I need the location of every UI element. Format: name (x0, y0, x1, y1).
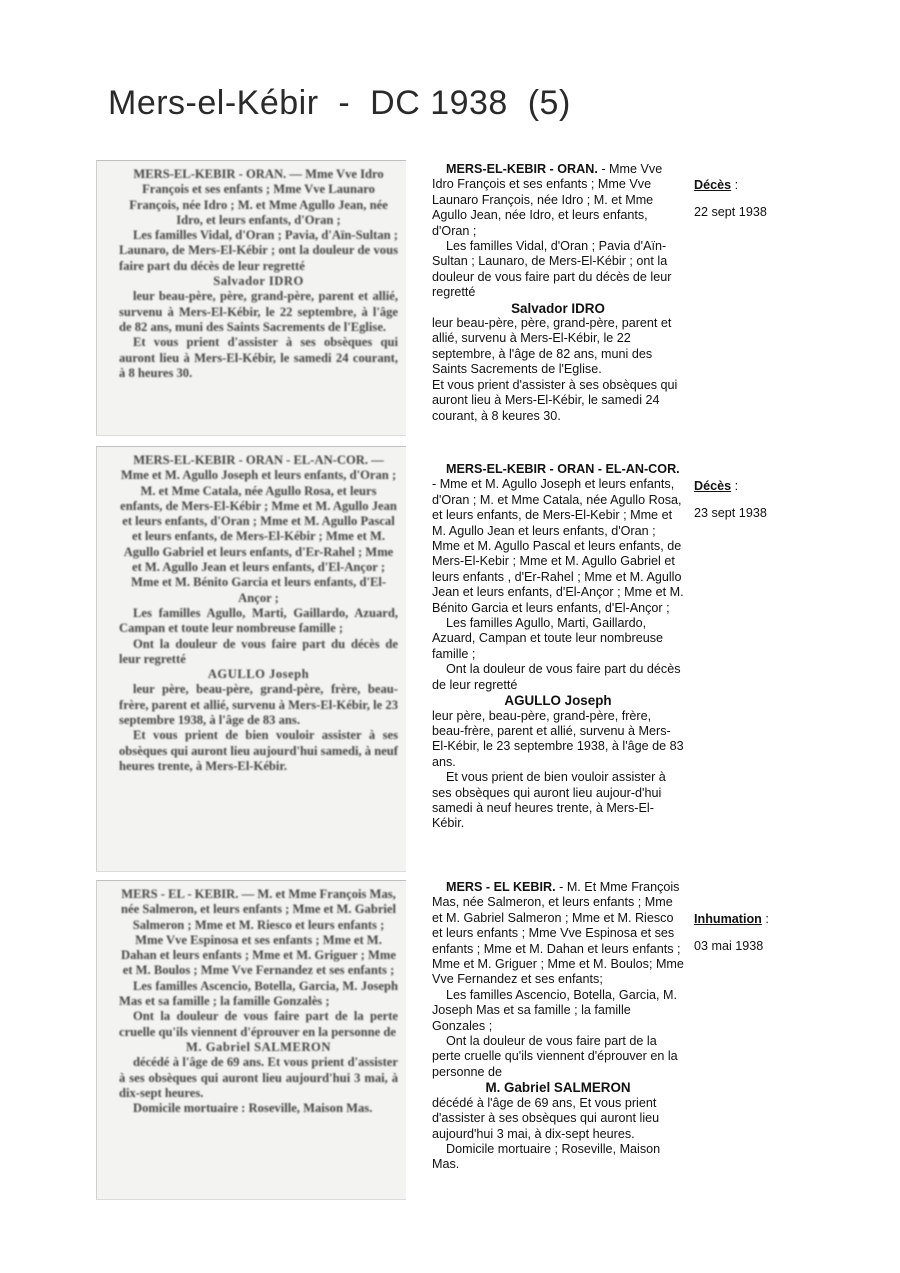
clipping-text (119, 453, 398, 774)
record-type-colon: : (731, 178, 739, 192)
clipping-para: leur beau-père, père, grand-père, parent et allié, survenu à Mers-El-Kébir, le 22 septembre, à l'âge de 82 ans, muni des Saints Sacrements de l'Eglise. (119, 289, 398, 334)
transcription-para: Les familles Ascencio, Botella, Garcia, M. Joseph Mas et sa famille ; la famille Gonzales ; (432, 987, 677, 1033)
clipping-lead: Mme Vve Idro François et ses enfants ; Mme Vve Launaro François, née Idro ; M. et Mme Agullo Jean, née Idro, et leurs enfants, d'Oran ; (129, 167, 388, 227)
record-date: 03 mai 1938 (694, 939, 764, 953)
clipping-para: Domicile mortuaire : Roseville, Maison Mas. (133, 1101, 373, 1116)
transcription-para: leur père, beau-père, grand-père, frère, beau-frère, parent et allié, survenu à Mers-El-Kébir, le 23 septembre 1938, à l'âge de 83 ans. (432, 708, 684, 769)
transcription-lead: - Mme et M. Agullo Joseph et leurs enfants, d'Oran ; M. et Mme Catala, née Agullo Rosa, et leurs enfants, de Mers-El-Kebir ; Mme et M. Agullo Jean et leurs enfants, d'Oran ; Mme et M. Agullo Pascal et leurs enfants, de Mers-El-Kebir ; Mme et M. Agullo Gabriel et leurs enfants , d'Er-Rahel ; Mme et M. Agullo Jean et leurs enfants, d'El-Ançor ; Mme et M. Bénito Garcia et leurs enfants, d'El-Ançor ; (432, 477, 684, 615)
transcription-para: Et vous prient d'assister à ses obsèques qui auront lieu à Mers-El-Kébir, le samedi 24 courant, à 8 keures 30. (432, 377, 678, 423)
transcription-deceased-name: M. Gabriel SALMERON (485, 1080, 631, 1096)
record-info-salmeron (694, 912, 884, 953)
transcription-heading: MERS - EL KEBIR. (446, 880, 556, 894)
transcription-agullo (432, 462, 684, 832)
transcription-para: Domicile mortuaire ; Roseville, Maison Mas. (432, 1141, 661, 1172)
record-date: 22 sept 1938 (694, 205, 767, 219)
transcription-idro (432, 162, 684, 424)
transcription-para: Ont la douleur de vous faire part de la perte cruelle qu'ils viennent d'éprouver en la personne de (432, 1034, 678, 1079)
transcription-para: Les familles Vidal, d'Oran ; Pavia d'Aïn-Sultan ; Launaro, de Mers-El-Kébir ; ont la douleur de vous faire part du décès de leur regretté (432, 239, 672, 300)
clipping-para: décédé à l'âge de 69 ans. Et vous prient d'assister à ses obsèques qui auront lieu aujourd'hui 3 mai, à dix-sept heures. (119, 1055, 398, 1100)
newspaper-clipping-salmeron (96, 880, 406, 1200)
clipping-deceased-name: Salvador IDRO (213, 274, 304, 289)
page-title: Mers-el-Kébir - DC 1938 (5) (108, 84, 571, 122)
clipping-heading: MERS-EL-KEBIR - ORAN. — (133, 167, 306, 181)
transcription-deceased-name: AGULLO Joseph (504, 693, 612, 709)
record-date: 23 sept 1938 (694, 506, 767, 520)
transcription-para: Et vous prient de bien vouloir assister à ses obsèques qui auront lieu aujour-d'hui samedi à neuf heures trente, à Mers-El-Kébir. (432, 770, 666, 831)
clipping-para: Les familles Vidal, d'Oran ; Pavia, d'Aïn-Sultan ; Launaro, de Mers-El-Kébir ; ont la douleur de vous faire part du décès de leur regretté (119, 228, 398, 273)
clipping-deceased-name: M. Gabriel SALMERON (186, 1039, 331, 1054)
transcription-deceased-name: Salvador IDRO (511, 300, 605, 316)
transcription-lead: - M. Et Mme François Mas, née Salmeron, et leurs enfants ; Mme et M. Gabriel Salmeron ; Mme et M. Riesco et leurs enfants ; Mme Vve Espinosa et ses enfants ; Mme et M. Dahan et leurs enfants ; Mme et M. Griguer ; Mme et M. Boulos; Mme Vve Fernandez et ses enfants; (432, 880, 684, 987)
clipping-lead: M. et Mme François Mas, née Salmeron, et leurs enfants ; Mme et M. Gabriel Salmeron ; Mme et M. Riesco et leurs enfants ; Mme Vve Espinosa et ses enfants ; Mme et M. Dahan et leurs enfants ; Mme et M. Griguer ; Mme et M. Boulos ; Mme Vve Fernandez et ses enfants ; (120, 887, 396, 978)
record-type-label: Inhumation (694, 912, 762, 926)
transcription-para: leur beau-père, père, grand-père, parent et allié, survenu à Mers-El-Kébir, le 22 septembre, à l'âge de 82 ans, muni des Saints Sacrements de l'Eglise. (432, 316, 672, 377)
clipping-text (119, 167, 398, 381)
clipping-para: Les familles Agullo, Marti, Gaillardo, Azuard, Campan et toute leur nombreuse famille ; (119, 605, 398, 636)
newspaper-clipping-agullo (96, 446, 406, 872)
transcription-salmeron (432, 880, 684, 1173)
clipping-deceased-name: AGULLO Joseph (207, 667, 310, 682)
clipping-para: Et vous prient de bien vouloir assister à ses obsèques qui auront lieu aujourd'hui samedi, à neuf heures trente, à Mers-El-Kébir. (119, 728, 398, 773)
clipping-para: leur père, beau-père, grand-père, frère, beau-frère, parent et allié, survenu à Mers-El-Kébir, le 23 septembre 1938, à l'âge de 83 ans. (119, 682, 398, 728)
record-info-idro (694, 178, 884, 219)
clipping-heading: MERS-EL-KEBIR - ORAN - EL-AN-COR. — (133, 453, 384, 467)
transcription-lead: - Mme Vve Idro François et ses enfants ; Mme Vve Launaro François, née Idro ; M. et Mme Agullo Jean, née Idro, et leurs enfants, d'Oran ; (432, 162, 663, 238)
record-type-label: Décès (694, 479, 732, 493)
record-type-colon: : (731, 479, 739, 493)
clipping-para: Les familles Ascencio, Botella, Garcia, M. Joseph Mas et sa famille ; la famille Gonzalès ; (119, 978, 398, 1009)
clipping-lead: Mme et M. Agullo Joseph et leurs enfants, d'Oran ; M. et Mme Catala, née Agullo Rosa, et leurs enfants, de Mers-El-Kébir ; Mme et M. Agullo Jean et leurs enfants, d'Oran ; Mme et M. Agullo Pascal et leurs enfants, de Mers-El-Kébir ; Mme et M. Agullo Gabriel et leurs enfants, d'Er-Rahel ; Mme et M. Agullo Jean et leurs enfants, d'El-Ançor ; Mme et M. Bénito Garcia et leurs enfants, d'El-Ançor ; (120, 468, 397, 605)
newspaper-clipping-idro (96, 160, 406, 436)
transcription-para: Les familles Agullo, Marti, Gaillardo, Azuard, Campan et toute leur nombreuse famille ; (432, 616, 664, 661)
transcription-heading: MERS-EL-KEBIR - ORAN. (446, 162, 598, 176)
record-info-agullo (694, 479, 884, 520)
transcription-para: décédé à l'âge de 69 ans, Et vous prient d'assister à ses obsèques qui auront lieu aujourd'hui 3 mai, à dix-sept heures. (432, 1095, 660, 1141)
clipping-para: Ont la douleur de vous faire part du décès de leur regretté (119, 636, 398, 666)
clipping-heading: MERS - EL - KEBIR. — (121, 887, 258, 901)
clipping-text (119, 887, 398, 1116)
clipping-para: Et vous prient d'assister à ses obsèques qui auront lieu à Mers-El-Kébir, le samedi 24 courant, à 8 heures 30. (119, 335, 398, 380)
clipping-para: Ont la douleur de vous faire part de la perte cruelle qu'ils viennent d'éprouver en la personne de (119, 1009, 398, 1039)
transcription-para: Ont la douleur de vous faire part du décès de leur regretté (432, 662, 681, 692)
record-type-label: Décès (694, 178, 732, 192)
record-type-colon: : (761, 912, 769, 926)
transcription-heading: MERS-EL-KEBIR - ORAN - EL-AN-COR. (446, 462, 680, 476)
